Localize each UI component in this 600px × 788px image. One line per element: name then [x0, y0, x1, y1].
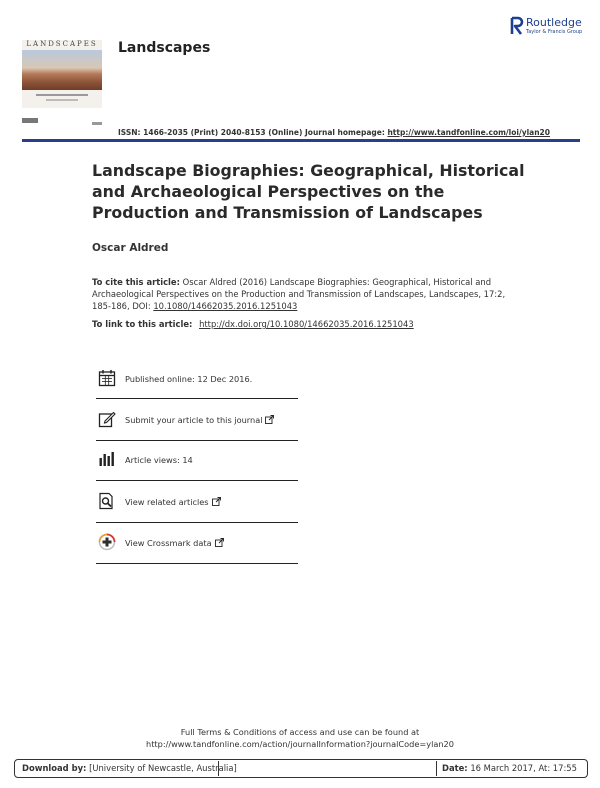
article-link-block — [92, 319, 414, 329]
row-divider — [96, 522, 298, 523]
journal-title: Landscapes — [118, 40, 211, 56]
publisher-small-logo — [22, 118, 38, 123]
article-views: Article views: 14 — [125, 455, 193, 465]
terms-line: Full Terms & Conditions of access and use can be found at — [180, 727, 420, 737]
related-articles-link[interactable] — [125, 497, 221, 507]
downloaded-by — [22, 763, 237, 773]
routledge-r-icon — [510, 16, 524, 36]
article-author: Oscar Aldred — [92, 242, 169, 254]
cover-title: LANDSCAPES — [26, 40, 98, 48]
download-date-value: 16 March 2017, At: 17:55 — [470, 763, 577, 773]
cover-subtitle-line — [46, 99, 78, 101]
calendar-icon — [98, 369, 116, 387]
cover-photo — [22, 50, 102, 90]
cite-text: Oscar Aldred (2016) Landscape Biographies: Geographical, Historical and Archaeological Perspectives on the Production and Transmission of Landscapes, Landscapes, 17:2, 185-186, DOI: — [92, 277, 506, 311]
row-divider — [96, 563, 298, 564]
header-divider — [22, 139, 580, 142]
external-link-icon — [215, 538, 224, 547]
row-divider — [96, 480, 298, 481]
related-search-icon — [98, 492, 116, 510]
row-divider — [96, 398, 298, 399]
crossmark-link[interactable] — [125, 538, 224, 548]
submit-article-link[interactable] — [125, 415, 274, 425]
terms-url-link[interactable]: http://www.tandfonline.com/action/journalInformation?journalCode=ylan20 — [146, 739, 454, 749]
issn-line — [118, 128, 550, 137]
submit-article-label: Submit your article to this journal — [125, 415, 263, 425]
publisher-tagline: Taylor & Francis Group — [526, 29, 583, 35]
issn-text: ISSN: 1466-2035 (Print) 2040-8153 (Online) Journal homepage: — [118, 128, 385, 137]
crossmark-icon — [98, 533, 116, 551]
footer-separator — [436, 761, 437, 776]
journal-homepage-link[interactable]: http://www.tandfonline.com/loi/ylan20 — [387, 128, 550, 137]
row-divider — [96, 440, 298, 441]
link-label: To link to this article: — [92, 319, 193, 329]
article-title: Landscape Biographies: Geographical, Historical and Archaeological Perspectives on the Production and Transmission of Landscapes — [92, 161, 525, 222]
published-date: Published online: 12 Dec 2016. — [125, 374, 253, 384]
downloaded-by-value: [University of Newcastle, Australia] — [89, 763, 237, 773]
cite-label: To cite this article: — [92, 277, 180, 287]
external-link-icon — [265, 415, 274, 424]
related-articles-label: View related articles — [125, 497, 209, 507]
external-link-icon — [212, 497, 221, 506]
journal-cover-image — [22, 40, 102, 108]
citation-block — [92, 276, 512, 312]
download-date-label: Date: — [442, 763, 468, 773]
article-url-link[interactable]: http://dx.doi.org/10.1080/14662035.2016.1251043 — [199, 319, 414, 329]
publisher-name: Routledge — [526, 16, 582, 29]
downloaded-by-label: Download by: — [22, 763, 87, 773]
doi-link[interactable]: 10.1080/14662035.2016.1251043 — [153, 301, 298, 311]
cover-subtitle-line — [36, 94, 88, 96]
download-date — [442, 763, 577, 773]
crossmark-label: View Crossmark data — [125, 538, 212, 548]
pencil-edit-icon — [98, 410, 116, 428]
terms-notice — [0, 726, 600, 750]
cover-small-mark — [92, 122, 102, 125]
bar-chart-icon — [98, 450, 116, 468]
